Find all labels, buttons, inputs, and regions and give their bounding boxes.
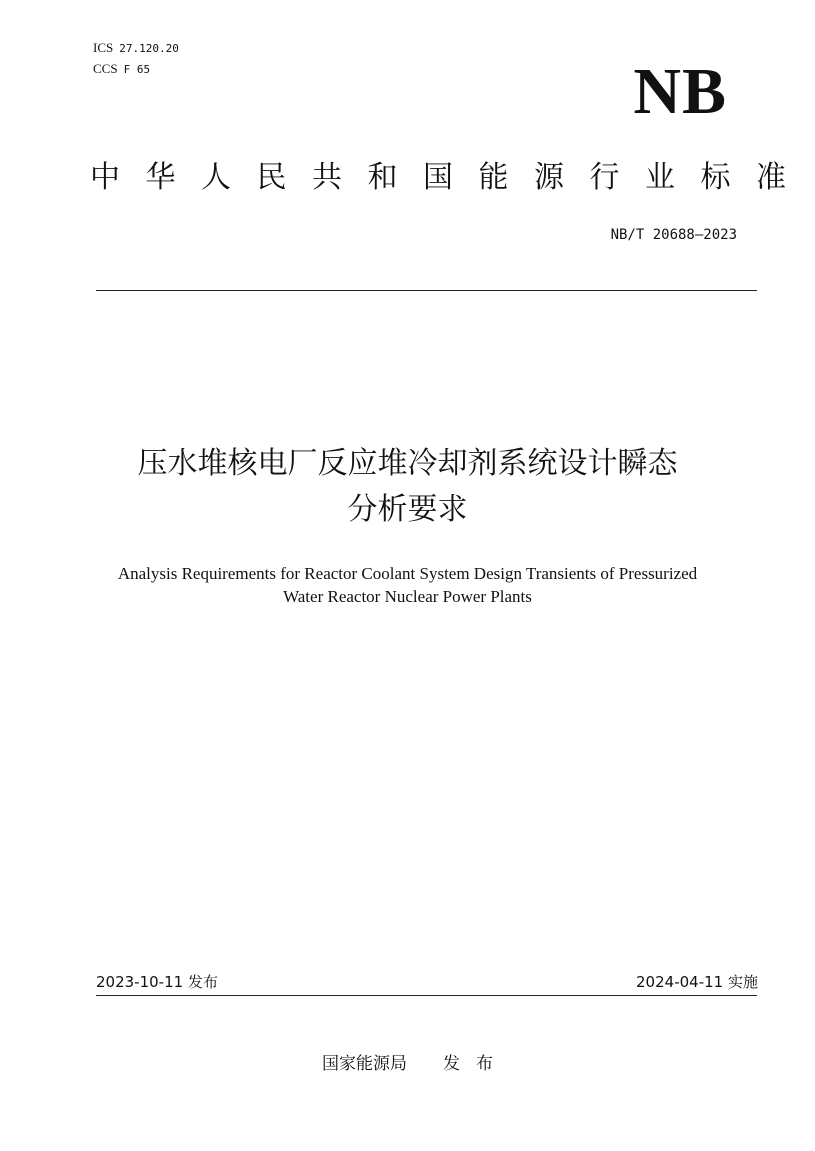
publisher <box>0 1053 815 1075</box>
publisher-action-2: 布 <box>476 1054 493 1074</box>
publisher-name: 国家能源局 <box>322 1054 407 1074</box>
chinese-title <box>60 441 755 533</box>
chinese-title-line-2: 分析要求 <box>347 492 468 527</box>
top-divider <box>96 290 757 291</box>
english-title-line-1: Analysis Requirements for Reactor Coolant System Design Transients of Pressurized <box>117 564 698 583</box>
implementation-date-value: 2024-04-11 <box>636 973 724 991</box>
implementation-date <box>636 972 758 992</box>
issue-date-label: 发布 <box>187 973 218 991</box>
industry-standard-title: 中华人民共和国能源行业标准 <box>90 160 812 195</box>
nb-logo: NB <box>633 55 727 128</box>
ics-label: ICS <box>93 40 114 55</box>
ics-classification <box>93 40 179 57</box>
english-title <box>60 562 755 608</box>
issue-date-value: 2023-10-11 <box>96 973 184 991</box>
ccs-label: CCS <box>93 61 118 76</box>
implementation-date-label: 实施 <box>727 973 758 991</box>
ccs-value: F 65 <box>123 63 151 76</box>
standard-number: NB/T 20688—2023 <box>610 227 737 243</box>
bottom-divider <box>96 995 757 996</box>
chinese-title-line-1: 压水堆核电厂反应堆冷却剂系统设计瞬态 <box>137 446 678 481</box>
ics-value: 27.120.20 <box>119 42 179 55</box>
english-title-line-2: Water Reactor Nuclear Power Plants <box>283 587 532 606</box>
publisher-action-1: 发 <box>443 1054 460 1074</box>
issue-date <box>96 972 218 992</box>
ccs-classification <box>93 61 150 78</box>
